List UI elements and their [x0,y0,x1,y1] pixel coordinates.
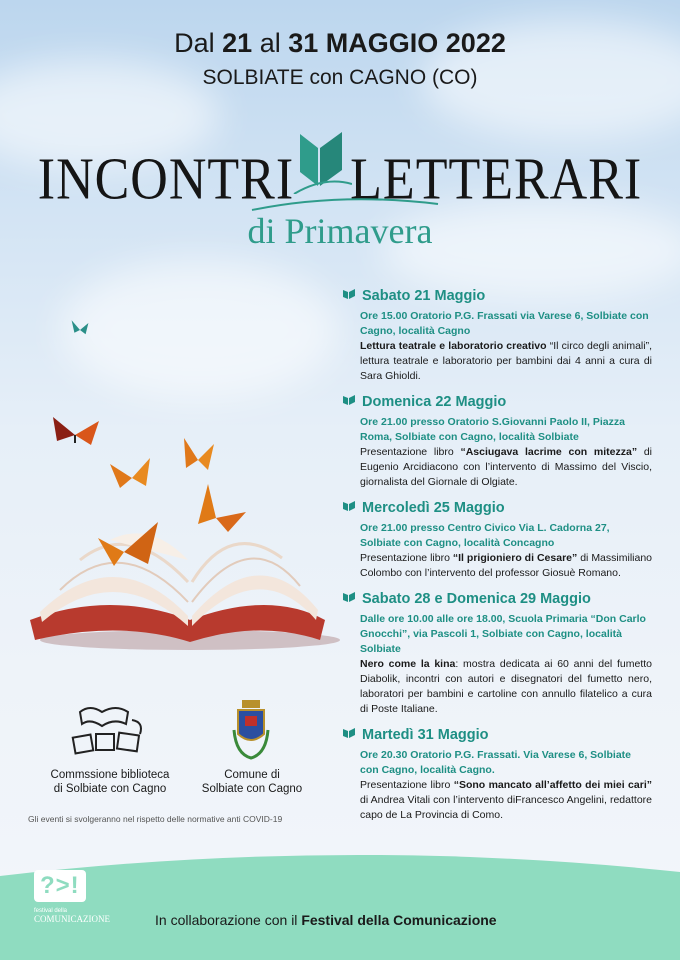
date-start: 21 [222,28,253,58]
festival-mark: ?>! [34,870,86,902]
covid-note: Gli eventi si svolgeranno nel rispetto delle normative anti COVID-19 [28,814,283,824]
event-date: Martedì 31 Maggio [362,727,489,743]
festival-name-text: COMUNICAZIONE [34,914,110,924]
event-item [342,727,652,823]
open-book-icon [290,124,352,194]
biblioteca-logo-icon [70,704,150,762]
event-item [342,500,652,581]
date-mid: al [259,28,281,58]
biblioteca-label: Commssione biblioteca di Solbiate con Cagno [50,769,170,795]
event-description: Presentazione libro “Il prigioniero di Cesare” di Massimiliano Colombo con l’intervento del professor Giosuè Romano. [360,552,652,579]
comune-crest-icon [230,700,272,762]
event-location: Ore 20.30 Oratorio P.G. Frassati. Via Varese 6, Solbiate con Cagno, località Cagno. [360,749,632,776]
event-description: Presentazione libro “Sono mancato all’affetto dei miei cari” di Andrea Vitali con l’intervento diFrancesco Angelini, redattore capo de La Provincia di Como. [360,779,652,821]
book-bullet-icon [342,500,356,516]
book-butterflies-illustration [20,320,340,660]
event-date: Mercoledì 25 Maggio [362,500,505,516]
book-bullet-icon [342,288,356,304]
date-end: 31 MAGGIO 2022 [288,28,506,58]
event-date: Sabato 28 e Domenica 29 Maggio [362,591,591,607]
event-description: Nero come la kina: mostra dedicata ai 60 anni del fumetto Diabolik, incontri con autori e disegnatori del fumetto nero, laboratori per bambini e cartoline con annullo filatelico a cura di Poste Italiane. [360,658,653,715]
event-description: Lettura teatrale e laboratorio creativo “Il circo degli animali”, lettura teatrale e laboratorio per bambini dai 4 anni a cura di Sara Ghioldi. [360,340,653,382]
date-range [0,28,680,59]
event-location: Ore 21.00 presso Oratorio S.Giovanni Paolo II, Piazza Roma, Solbiate con Cagno, località Solbiate [360,416,625,443]
event-location: Ore 15.00 Oratorio P.G. Frassati via Varese 6, Solbiate con Cagno, località Cagno [360,310,649,337]
event-description: Presentazione libro “Asciugava lacrime con mitezza” di Eugenio Arcidiacono con l’intervento di Massimo del Viscio, giornalista del Giornale di Olgiate. [360,446,652,488]
page-subtitle: di Primavera [247,211,433,251]
comune-label: Comune di Solbiate con Cagno [201,769,303,795]
event-item [342,591,652,717]
book-bullet-icon [342,591,356,607]
festival-logo [34,870,114,924]
date-prefix: Dal [174,28,215,58]
event-item [342,394,652,490]
event-date: Sabato 21 Maggio [362,288,486,304]
event-item [342,288,652,384]
book-bullet-icon [342,727,356,743]
title-word-2: LETTERARI [350,146,643,213]
title-word-1: INCONTRI [37,146,295,213]
event-location: Dalle ore 10.00 alle ore 18.00, Scuola Primaria “Don Carlo Gnocchi”, via Pascoli 1, Solbiate con Cagno, località Solbiate [360,613,646,655]
events-list [342,288,652,833]
collaboration-line: In collaborazione con il Festival della Comunicazione [155,912,497,928]
event-place: SOLBIATE con CAGNO (CO) [202,66,478,89]
book-bullet-icon [342,394,356,410]
event-date: Domenica 22 Maggio [362,394,507,410]
festival-small-text: festival della [34,908,68,914]
event-location: Ore 21.00 presso Centro Civico Via L. Cadorna 27, Solbiate con Cagno, località Concagno [360,522,610,549]
